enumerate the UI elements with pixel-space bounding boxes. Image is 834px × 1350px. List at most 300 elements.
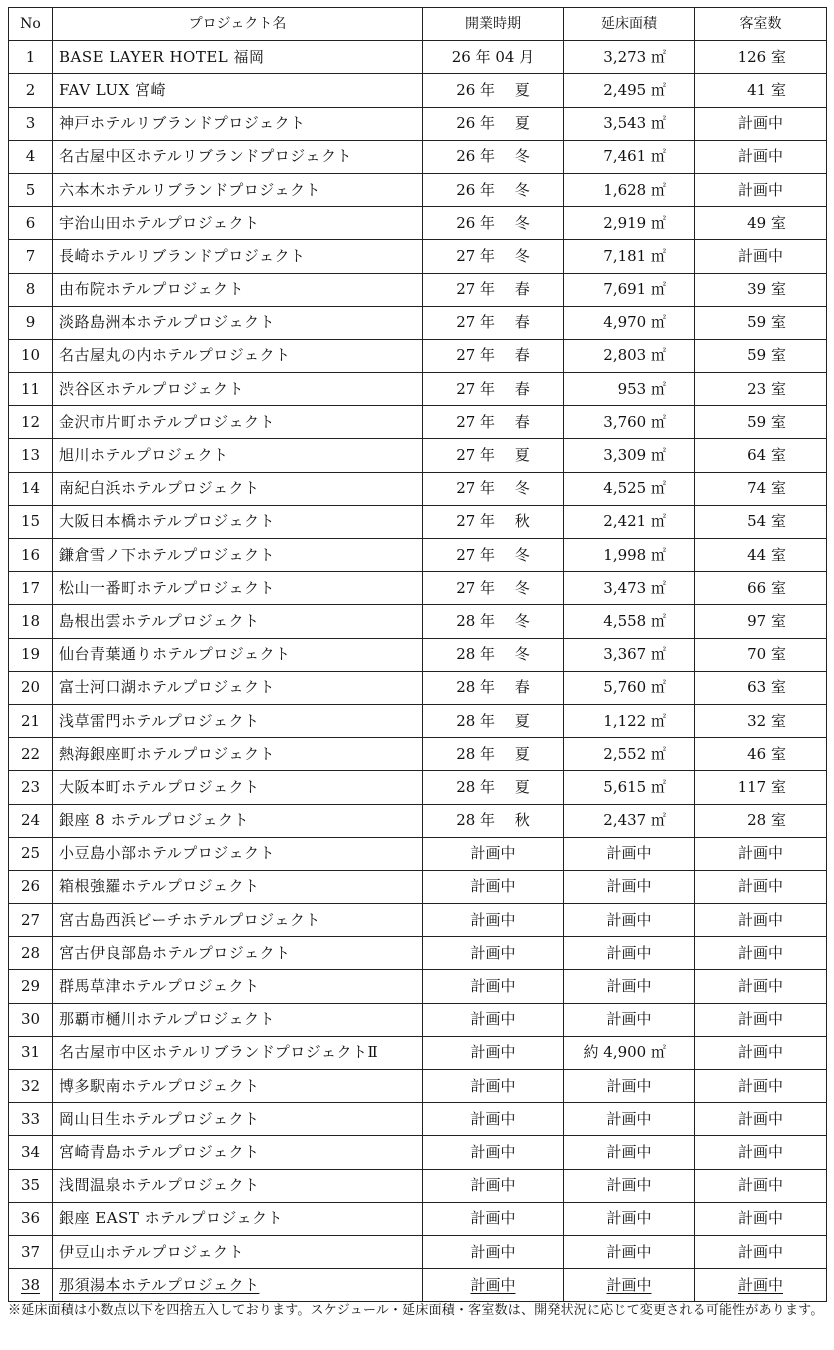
project-name: 博多駅南ホテルプロジェクト: [59, 1076, 260, 1095]
row-number-cell: [9, 870, 53, 903]
table-body: [9, 41, 827, 1302]
project-name-cell: [53, 240, 423, 273]
row-number: 3: [25, 114, 36, 133]
room-count-cell: [695, 771, 827, 804]
floor-area-cell: [564, 207, 695, 240]
row-number-cell: [9, 74, 53, 107]
opening-date: 27 年 春: [456, 412, 530, 431]
opening-date: 計画中: [470, 1109, 516, 1128]
project-name-cell: [53, 738, 423, 771]
opening-date-cell: [423, 74, 564, 107]
opening-date: 計画中: [470, 1010, 516, 1029]
floor-area: 計画中: [606, 1142, 652, 1161]
row-number-cell: [9, 240, 53, 273]
row-number: 29: [20, 977, 41, 996]
opening-date-cell: [423, 738, 564, 771]
table-row: [9, 1070, 827, 1103]
project-name: 渋谷区ホテルプロジェクト: [59, 379, 244, 398]
opening-date: 27 年 春: [456, 379, 530, 398]
table-row: [9, 738, 827, 771]
floor-area: 2,803 ㎡: [603, 346, 666, 365]
table-row: [9, 207, 827, 240]
project-name-cell: [53, 1136, 423, 1169]
row-number: 34: [20, 1142, 41, 1161]
row-number-cell: [9, 1136, 53, 1169]
project-name: 南紀白浜ホテルプロジェクト: [59, 479, 260, 498]
opening-date: 28 年 春: [456, 678, 530, 697]
project-name-cell: [53, 472, 423, 505]
floor-area-cell: [564, 970, 695, 1003]
project-name: 浅間温泉ホテルプロジェクト: [59, 1176, 260, 1195]
opening-date: 28 年 冬: [456, 645, 530, 664]
opening-date-cell: [423, 207, 564, 240]
room-count: 74 室: [747, 479, 786, 498]
floor-area: 1,122 ㎡: [603, 711, 666, 730]
floor-area-cell: [564, 904, 695, 937]
row-number: 31: [20, 1043, 41, 1062]
opening-date: 27 年 冬: [456, 246, 530, 265]
project-name: 宮古伊良部島ホテルプロジェクト: [59, 943, 291, 962]
row-number: 20: [20, 678, 41, 697]
opening-date-cell: [423, 937, 564, 970]
opening-date: 26 年 04 月: [451, 47, 535, 66]
floor-area-cell: [564, 1003, 695, 1036]
row-number-cell: [9, 140, 53, 173]
floor-area: 3,473 ㎡: [603, 578, 666, 597]
row-number-cell: [9, 406, 53, 439]
row-number: 22: [20, 744, 41, 763]
project-name: 六本木ホテルリブランドプロジェクト: [59, 180, 322, 199]
room-count: 計画中: [737, 1275, 783, 1294]
opening-date-cell: [423, 472, 564, 505]
opening-date: 計画中: [470, 1142, 516, 1161]
opening-date: 27 年 冬: [456, 545, 530, 564]
row-number-cell: [9, 207, 53, 240]
row-number: 37: [20, 1242, 41, 1261]
opening-date: 計画中: [470, 977, 516, 996]
room-count-cell: [695, 74, 827, 107]
room-count: 39 室: [747, 280, 786, 299]
opening-date: 27 年 冬: [456, 578, 530, 597]
project-name-cell: [53, 1202, 423, 1235]
floor-area-cell: [564, 1036, 695, 1069]
floor-area-cell: [564, 539, 695, 572]
table-row: [9, 1036, 827, 1069]
opening-date-cell: [423, 1003, 564, 1036]
row-number-cell: [9, 1202, 53, 1235]
room-count-cell: [695, 605, 827, 638]
header-opening-date: 開業時期: [423, 8, 564, 41]
room-count: 126 室: [737, 47, 786, 66]
opening-date-cell: [423, 505, 564, 538]
row-number: 27: [20, 910, 41, 929]
table-row: [9, 140, 827, 173]
floor-area-cell: [564, 472, 695, 505]
room-count: 49 室: [747, 213, 786, 232]
floor-area-cell: [564, 173, 695, 206]
table-row: [9, 870, 827, 903]
row-number-cell: [9, 539, 53, 572]
opening-date: 27 年 夏: [456, 446, 530, 465]
room-count-cell: [695, 373, 827, 406]
floor-area-cell: [564, 671, 695, 704]
opening-date-cell: [423, 240, 564, 273]
project-name-cell: [53, 207, 423, 240]
room-count: 計画中: [737, 943, 783, 962]
row-number: 15: [20, 512, 41, 531]
table-row: [9, 1202, 827, 1235]
floor-area-cell: [564, 240, 695, 273]
row-number-cell: [9, 738, 53, 771]
opening-date: 28 年 夏: [456, 744, 530, 763]
room-count-cell: [695, 339, 827, 372]
row-number: 19: [20, 645, 41, 664]
project-name: 伊豆山ホテルプロジェクト: [59, 1242, 244, 1261]
project-name: 島根出雲ホテルプロジェクト: [59, 611, 260, 630]
project-name-cell: [53, 373, 423, 406]
opening-date: 27 年 冬: [456, 479, 530, 498]
opening-date: 計画中: [470, 1176, 516, 1195]
table-row: [9, 837, 827, 870]
table-row: [9, 240, 827, 273]
project-name-cell: [53, 1070, 423, 1103]
table-row: [9, 804, 827, 837]
project-name: 箱根強羅ホテルプロジェクト: [59, 877, 260, 896]
row-number-cell: [9, 306, 53, 339]
project-name-cell: [53, 1103, 423, 1136]
project-name: 鎌倉雪ノ下ホテルプロジェクト: [59, 545, 275, 564]
row-number-cell: [9, 339, 53, 372]
row-number: 28: [20, 943, 41, 962]
row-number-cell: [9, 1269, 53, 1302]
project-name: 淡路島洲本ホテルプロジェクト: [59, 313, 275, 332]
opening-date-cell: [423, 1036, 564, 1069]
project-name: 大阪日本橋ホテルプロジェクト: [59, 512, 275, 531]
floor-area-cell: [564, 1169, 695, 1202]
project-name-cell: [53, 671, 423, 704]
room-count-cell: [695, 1269, 827, 1302]
row-number-cell: [9, 638, 53, 671]
room-count-cell: [695, 837, 827, 870]
table-row: [9, 107, 827, 140]
opening-date-cell: [423, 771, 564, 804]
row-number-cell: [9, 671, 53, 704]
row-number-cell: [9, 1169, 53, 1202]
opening-date-cell: [423, 1169, 564, 1202]
row-number: 11: [20, 379, 41, 398]
room-count-cell: [695, 1036, 827, 1069]
floor-area: 2,421 ㎡: [603, 512, 666, 531]
room-count-cell: [695, 173, 827, 206]
header-room-count: 客室数: [695, 8, 827, 41]
floor-area-cell: [564, 837, 695, 870]
row-number: 5: [25, 180, 36, 199]
table-row: [9, 1136, 827, 1169]
floor-area-cell: [564, 638, 695, 671]
project-name: 長崎ホテルリブランドプロジェクト: [59, 246, 306, 265]
row-number: 16: [20, 545, 41, 564]
opening-date-cell: [423, 704, 564, 737]
project-name-cell: [53, 937, 423, 970]
opening-date: 28 年 秋: [456, 811, 530, 830]
opening-date: 26 年 夏: [456, 80, 530, 99]
room-count: 計画中: [737, 1076, 783, 1095]
floor-area: 計画中: [606, 877, 652, 896]
project-name-cell: [53, 870, 423, 903]
table-row: [9, 671, 827, 704]
project-name-cell: [53, 505, 423, 538]
floor-area: 1,628 ㎡: [603, 180, 666, 199]
row-number: 30: [20, 1010, 41, 1029]
project-name: 浅草雷門ホテルプロジェクト: [59, 711, 260, 730]
project-name-cell: [53, 837, 423, 870]
project-name: 旭川ホテルプロジェクト: [59, 446, 229, 465]
floor-area-cell: [564, 771, 695, 804]
opening-date-cell: [423, 572, 564, 605]
floor-area-cell: [564, 505, 695, 538]
floor-area-cell: [564, 74, 695, 107]
table-row: [9, 41, 827, 74]
project-name: 神戸ホテルリブランドプロジェクト: [59, 114, 306, 133]
room-count: 28 室: [747, 811, 786, 830]
project-name-cell: [53, 970, 423, 1003]
floor-area-cell: [564, 1070, 695, 1103]
row-number-cell: [9, 472, 53, 505]
room-count: 計画中: [737, 1109, 783, 1128]
project-name-cell: [53, 539, 423, 572]
opening-date: 27 年 春: [456, 313, 530, 332]
table-row: [9, 1103, 827, 1136]
floor-area: 計画中: [606, 910, 652, 929]
room-count-cell: [695, 273, 827, 306]
floor-area: 計画中: [606, 1109, 652, 1128]
room-count-cell: [695, 738, 827, 771]
table-row: [9, 406, 827, 439]
room-count-cell: [695, 1202, 827, 1235]
floor-area-cell: [564, 605, 695, 638]
room-count-cell: [695, 1136, 827, 1169]
opening-date-cell: [423, 638, 564, 671]
row-number-cell: [9, 804, 53, 837]
room-count: 59 室: [747, 313, 786, 332]
table-row: [9, 605, 827, 638]
floor-area: 7,691 ㎡: [603, 280, 666, 299]
floor-area: 5,615 ㎡: [603, 777, 666, 796]
floor-area: 2,552 ㎡: [603, 744, 666, 763]
room-count: 計画中: [737, 1209, 783, 1228]
row-number: 25: [20, 844, 41, 863]
room-count-cell: [695, 406, 827, 439]
table-row: [9, 339, 827, 372]
floor-area: 2,919 ㎡: [603, 213, 666, 232]
room-count-cell: [695, 870, 827, 903]
room-count-cell: [695, 704, 827, 737]
project-name: 金沢市片町ホテルプロジェクト: [59, 412, 275, 431]
table-row: [9, 173, 827, 206]
floor-area: 3,543 ㎡: [603, 114, 666, 133]
project-name-cell: [53, 273, 423, 306]
opening-date-cell: [423, 41, 564, 74]
opening-date-cell: [423, 339, 564, 372]
opening-date: 28 年 夏: [456, 777, 530, 796]
project-name-cell: [53, 804, 423, 837]
row-number-cell: [9, 107, 53, 140]
project-name: 名古屋丸の内ホテルプロジェクト: [59, 346, 291, 365]
project-name-cell: [53, 41, 423, 74]
floor-area: 4,525 ㎡: [603, 479, 666, 498]
floor-area: 計画中: [606, 943, 652, 962]
room-count-cell: [695, 240, 827, 273]
project-name-cell: [53, 339, 423, 372]
table-row: [9, 273, 827, 306]
row-number: 18: [20, 611, 41, 630]
row-number: 6: [25, 213, 36, 232]
opening-date: 計画中: [470, 1242, 516, 1261]
row-number: 17: [20, 578, 41, 597]
floor-area: 約 4,900 ㎡: [583, 1043, 666, 1062]
floor-area-cell: [564, 107, 695, 140]
room-count: 46 室: [747, 744, 786, 763]
opening-date: 27 年 秋: [456, 512, 530, 531]
floor-area-cell: [564, 273, 695, 306]
table-row: [9, 572, 827, 605]
floor-area-cell: [564, 41, 695, 74]
floor-area: 3,367 ㎡: [603, 645, 666, 664]
room-count: 計画中: [737, 246, 783, 265]
opening-date: 27 年 春: [456, 346, 530, 365]
room-count: 計画中: [737, 1010, 783, 1029]
project-name: 熱海銀座町ホテルプロジェクト: [59, 744, 275, 763]
opening-date-cell: [423, 439, 564, 472]
floor-area-cell: [564, 140, 695, 173]
room-count-cell: [695, 804, 827, 837]
row-number: 14: [20, 479, 41, 498]
row-number: 1: [25, 47, 36, 66]
opening-date: 計画中: [470, 877, 516, 896]
project-name: 松山一番町ホテルプロジェクト: [59, 578, 275, 597]
room-count-cell: [695, 439, 827, 472]
project-name-cell: [53, 1235, 423, 1268]
project-name: 宮崎青島ホテルプロジェクト: [59, 1142, 260, 1161]
floor-area-cell: [564, 406, 695, 439]
floor-area: 4,970 ㎡: [603, 313, 666, 332]
room-count-cell: [695, 1235, 827, 1268]
opening-date-cell: [423, 804, 564, 837]
room-count-cell: [695, 539, 827, 572]
opening-date: 28 年 夏: [456, 711, 530, 730]
room-count-cell: [695, 41, 827, 74]
project-name-cell: [53, 406, 423, 439]
opening-date: 計画中: [470, 943, 516, 962]
header-project-name: プロジェクト名: [53, 8, 423, 41]
project-name: 富士河口湖ホテルプロジェクト: [59, 678, 275, 697]
floor-area: 計画中: [606, 1176, 652, 1195]
row-number-cell: [9, 505, 53, 538]
room-count: 59 室: [747, 412, 786, 431]
project-name: 大阪本町ホテルプロジェクト: [59, 777, 260, 796]
opening-date: 計画中: [470, 844, 516, 863]
room-count: 97 室: [747, 611, 786, 630]
opening-date-cell: [423, 306, 564, 339]
opening-date-cell: [423, 605, 564, 638]
table-row: [9, 373, 827, 406]
room-count: 計画中: [737, 1142, 783, 1161]
row-number: 4: [25, 147, 36, 166]
opening-date: 計画中: [470, 1043, 516, 1062]
floor-area: 1,998 ㎡: [603, 545, 666, 564]
project-name: 名古屋中区ホテルリブランドプロジェクト: [59, 147, 353, 166]
row-number: 33: [20, 1109, 41, 1128]
project-name-cell: [53, 1269, 423, 1302]
table-row: [9, 771, 827, 804]
opening-date-cell: [423, 107, 564, 140]
row-number-cell: [9, 273, 53, 306]
room-count-cell: [695, 505, 827, 538]
table-row: [9, 904, 827, 937]
floor-area: 2,437 ㎡: [603, 811, 666, 830]
floor-area: 計画中: [606, 844, 652, 863]
row-number: 12: [20, 412, 41, 431]
project-table-container: [8, 7, 826, 1302]
floor-area-cell: [564, 339, 695, 372]
floor-area: 計画中: [606, 1010, 652, 1029]
project-name: 小豆島小部ホテルプロジェクト: [59, 844, 275, 863]
room-count-cell: [695, 937, 827, 970]
floor-area-cell: [564, 1136, 695, 1169]
room-count-cell: [695, 671, 827, 704]
table-row: [9, 1269, 827, 1302]
row-number-cell: [9, 1103, 53, 1136]
room-count: 計画中: [737, 877, 783, 896]
project-name: 宮古島西浜ビーチホテルプロジェクト: [59, 910, 321, 929]
row-number: 10: [20, 346, 41, 365]
project-name-cell: [53, 904, 423, 937]
opening-date-cell: [423, 1269, 564, 1302]
room-count: 計画中: [737, 1242, 783, 1261]
room-count: 54 室: [747, 512, 786, 531]
header-no: No: [9, 8, 53, 41]
row-number-cell: [9, 1235, 53, 1268]
room-count: 23 室: [747, 379, 786, 398]
project-name-cell: [53, 638, 423, 671]
opening-date: 26 年 冬: [456, 180, 530, 199]
room-count: 66 室: [747, 578, 786, 597]
floor-area: 計画中: [606, 1076, 652, 1095]
room-count: 32 室: [747, 711, 786, 730]
row-number: 32: [20, 1076, 41, 1095]
opening-date-cell: [423, 1235, 564, 1268]
floor-area-cell: [564, 804, 695, 837]
opening-date-cell: [423, 1070, 564, 1103]
floor-area: 3,760 ㎡: [603, 412, 666, 431]
row-number: 2: [25, 80, 36, 99]
opening-date: 計画中: [470, 1275, 516, 1294]
project-name-cell: [53, 439, 423, 472]
project-name-cell: [53, 771, 423, 804]
project-name: 那覇市樋川ホテルプロジェクト: [59, 1010, 275, 1029]
floor-area: 5,760 ㎡: [603, 678, 666, 697]
room-count: 59 室: [747, 346, 786, 365]
project-name: 群馬草津ホテルプロジェクト: [59, 977, 260, 996]
project-name-cell: [53, 107, 423, 140]
row-number: 36: [20, 1209, 41, 1228]
project-name: 銀座 8 ホテルプロジェクト: [59, 811, 250, 830]
footnote: ※延床面積は小数点以下を四捨五入しております。スケジュール・延床面積・客室数は、開発状況に応じて変更される可能性があります。: [8, 1303, 824, 1318]
floor-area-cell: [564, 1235, 695, 1268]
project-name-cell: [53, 572, 423, 605]
project-name-cell: [53, 1169, 423, 1202]
project-name-cell: [53, 605, 423, 638]
